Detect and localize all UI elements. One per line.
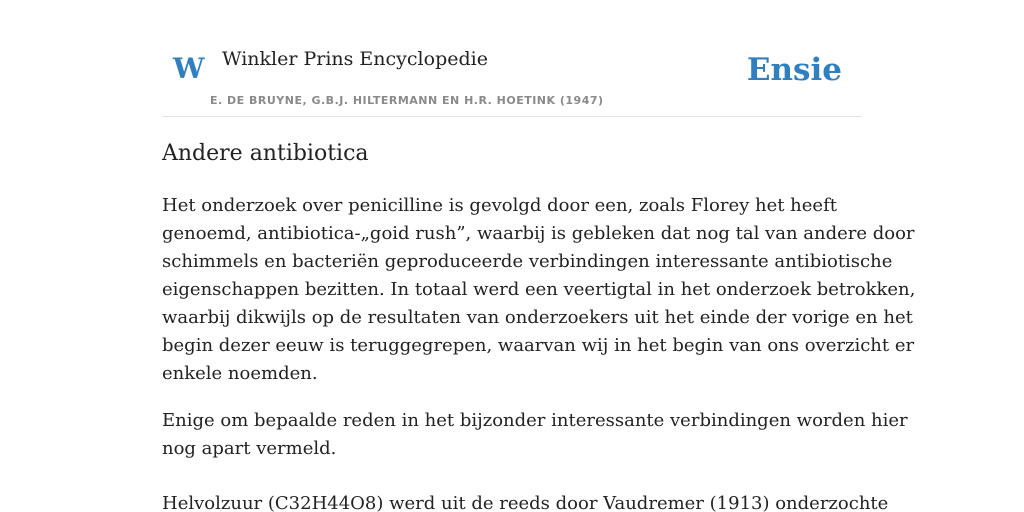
paragraph-line: begin dezer eeuw is teruggegrepen, waarvan wij in het begin van ons overzicht er xyxy=(162,335,915,356)
paragraph-line: genoemd, antibiotica-„goid rush”, waarbij is gebleken dat nog tal van andere door xyxy=(162,223,915,244)
paragraph-line: Helvolzuur (C32H44O8) werd uit de reeds door Vaudremer (1913) onderzochte xyxy=(162,493,889,512)
paragraph-line: enkele noemden. xyxy=(162,363,318,384)
site-logo-icon[interactable]: W xyxy=(173,52,205,85)
paragraph-line: Enige om bepaalde reden in het bijzonder interessante verbindingen worden hier xyxy=(162,410,908,431)
source-authors: E. DE BRUYNE, G.B.J. HILTERMANN EN H.R. HOETINK (1947) xyxy=(210,94,604,107)
article-paragraph xyxy=(162,192,916,388)
paragraph-line: eigenschappen bezitten. In totaal werd een veertigtal in het onderzoek betrokken, xyxy=(162,279,916,300)
site-header xyxy=(162,0,862,117)
paragraph-line: Het onderzoek over penicilline is gevolgd door een, zoals Florey het heeft xyxy=(162,195,837,216)
article-paragraph xyxy=(162,407,908,463)
paragraph-line: schimmels en bacteriën geproduceerde verbindingen interessante antibiotische xyxy=(162,251,893,272)
article xyxy=(162,138,916,512)
site-title-link[interactable]: Winkler Prins Encyclopedie xyxy=(222,48,488,70)
article-paragraph xyxy=(162,490,889,512)
ensie-brand-link[interactable]: Ensie xyxy=(746,52,842,88)
article-title: Andere antibiotica xyxy=(162,141,369,166)
paragraph-line: nog apart vermeld. xyxy=(162,438,337,459)
paragraph-line: waarbij dikwijls op de resultaten van onderzoekers uit het einde der vorige en het xyxy=(162,307,913,328)
